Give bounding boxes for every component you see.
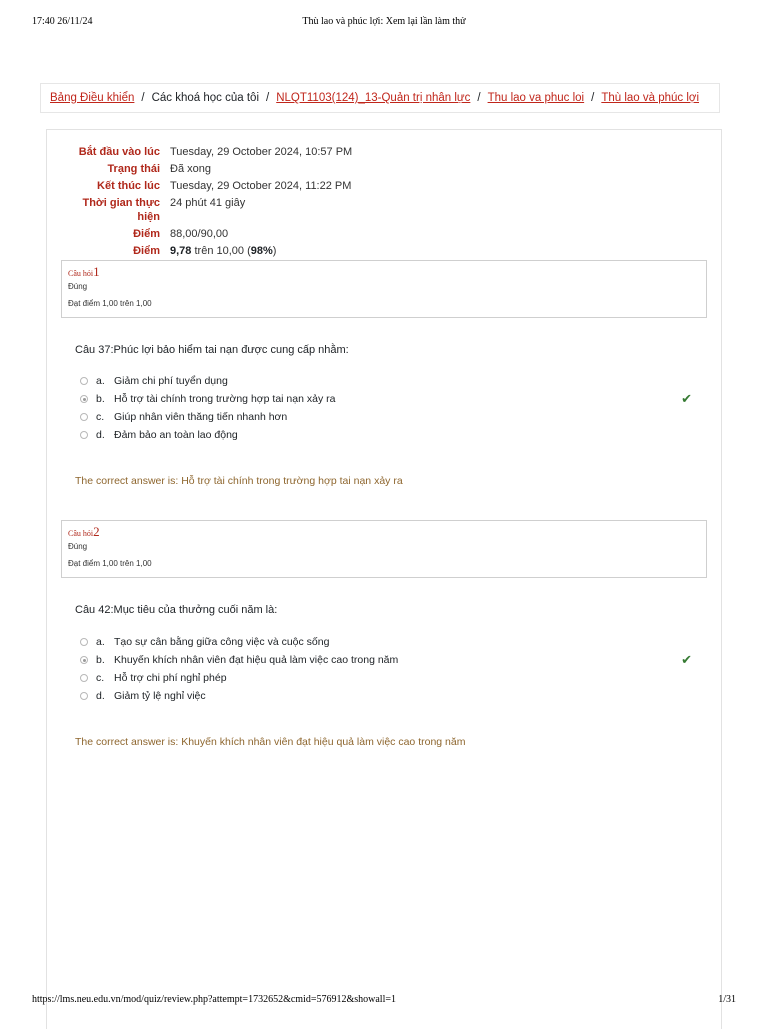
question-info-box [61,520,707,578]
correct-answer-feedback: The correct answer is: Khuyến khích nhân viên đạt hiệu quả làm việc cao trong năm [75,736,466,748]
answer-letter: b. [96,654,105,666]
summary-value [170,244,480,258]
answer-text: Khuyến khích nhân viên đạt hiệu quả làm việc cao trong năm [114,654,399,666]
radio-icon[interactable] [80,431,88,439]
answer-letter: a. [96,636,105,648]
question-info-box [61,260,707,318]
answer-text: Giảm tỷ lệ nghỉ việc [114,690,206,702]
radio-icon[interactable] [80,674,88,682]
summary-row-state [60,162,480,176]
answer-letter: b. [96,393,105,405]
breadcrumb-course-link[interactable]: NLQT1103(124)_13-Quản trị nhân lực [276,92,471,104]
question-number: Câu hỏi1 [68,264,100,279]
summary-row-started [60,145,480,159]
summary-label: Trạng thái [107,163,160,175]
breadcrumb-separator: / [591,92,595,104]
radio-icon[interactable] [80,656,88,664]
answer-letter: d. [96,429,105,441]
print-page-number: 1/31 [718,994,736,1005]
answer-letter: a. [96,375,105,387]
print-url: https://lms.neu.edu.vn/mod/quiz/review.php?attempt=1732652&cmid=576912&showall=1 [32,994,397,1005]
answer-list [80,633,700,705]
answer-letter: d. [96,690,105,702]
answer-option[interactable] [80,669,700,687]
summary-row-completed [60,179,480,193]
breadcrumb-separator: / [266,92,270,104]
print-header [32,16,736,32]
answer-text: Hỗ trợ tài chính trong trường hợp tai nạn xảy ra [114,393,336,405]
check-icon: ✔ [681,391,692,406]
summary-label: Kết thúc lúc [97,180,160,192]
summary-value: 24 phút 41 giây [170,197,246,209]
radio-icon[interactable] [80,638,88,646]
summary-value: 88,00/90,00 [170,228,229,240]
grade-percent: 98% [250,245,273,257]
grade-mid: trên 10,00 ( [191,245,251,257]
answer-text: Giảm chi phí tuyển dụng [114,375,228,387]
question-grade: Đạt điểm 1,00 trên 1,00 [68,299,152,308]
answer-option[interactable] [80,633,700,651]
answer-list [80,372,700,444]
radio-icon[interactable] [80,377,88,385]
answer-letter: c. [96,672,105,684]
summary-label: Thời gian thực hiện [82,197,160,223]
print-page-title: Thù lao và phúc lợi: Xem lại lần làm thử [302,16,466,27]
breadcrumb-section-link[interactable]: Thu lao va phuc loi [487,92,585,104]
radio-icon[interactable] [80,692,88,700]
answer-option[interactable] [80,651,700,669]
question-grade: Đạt điểm 1,00 trên 1,00 [68,559,152,568]
summary-label: Điểm [133,245,160,257]
summary-row-grade [60,244,480,258]
radio-icon[interactable] [80,413,88,421]
answer-option[interactable] [80,426,700,444]
question-text: Câu 37:Phúc lợi bảo hiểm tai nạn được cung cấp nhằm: [75,344,349,356]
breadcrumb-dashboard-link[interactable]: Bảng Điều khiển [50,92,135,104]
question-state: Đúng [68,542,88,551]
attempt-summary [60,145,480,261]
breadcrumb-separator: / [141,92,145,104]
summary-value: Tuesday, 29 October 2024, 10:57 PM [170,146,353,158]
breadcrumb [40,83,720,113]
answer-letter: c. [96,411,105,423]
print-timestamp: 17:40 26/11/24 [32,16,93,27]
summary-label: Bắt đầu vào lúc [78,146,160,158]
grade-score: 9,78 [170,245,192,257]
radio-icon[interactable] [80,395,88,403]
breadcrumb-separator: / [477,92,481,104]
grade-end: ) [272,245,277,257]
answer-option[interactable] [80,390,700,408]
answer-text: Đảm bảo an toàn lao động [114,429,238,441]
answer-text: Hỗ trợ chi phí nghỉ phép [114,672,227,684]
answer-option[interactable] [80,372,700,390]
answer-text: Giúp nhân viên thăng tiến nhanh hơn [114,411,288,423]
summary-label: Điểm [133,228,160,240]
answer-option[interactable] [80,687,700,705]
check-icon: ✔ [681,652,692,667]
breadcrumb-my-courses: Các khoá học của tôi [151,92,260,104]
summary-row-time [60,196,480,224]
correct-answer-feedback: The correct answer is: Hỗ trợ tài chính trong trường hợp tai nạn xảy ra [75,475,403,487]
question-number: Câu hỏi2 [68,524,100,539]
summary-value: Đã xong [170,163,211,175]
question-text: Câu 42:Mục tiêu của thưởng cuối năm là: [75,604,278,616]
summary-row-marks [60,227,480,241]
answer-option[interactable] [80,408,700,426]
summary-value: Tuesday, 29 October 2024, 11:22 PM [170,180,352,192]
breadcrumb-quiz-link[interactable]: Thù lao và phúc lợi [601,92,700,104]
print-footer [32,994,736,1010]
answer-text: Tạo sự cân bằng giữa công việc và cuộc sống [114,636,330,648]
question-state: Đúng [68,282,88,291]
